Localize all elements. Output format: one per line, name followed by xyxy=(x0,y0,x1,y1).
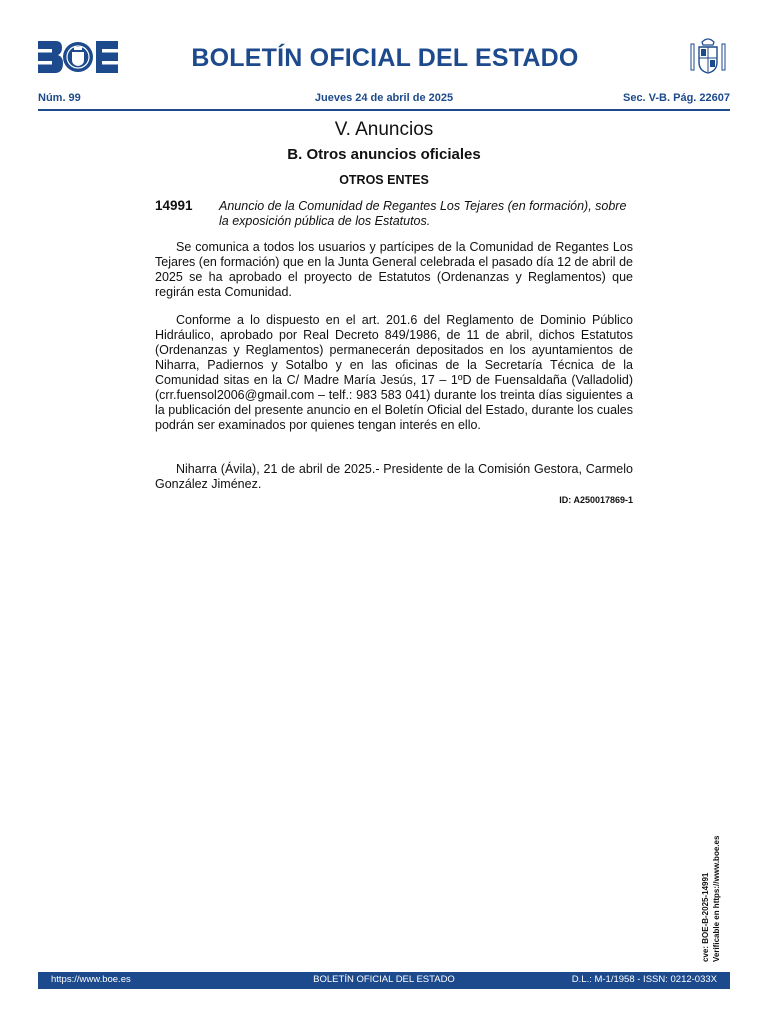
paragraph-1: Se comunica a todos los usuarios y partícipes de la Comunidad de Regantes Los Tejares (en formación) que en la Junta General celebrada el pasado día 12 de abril de 2025 se ha aprobado el proyecto de Estatutos (Ordenanzas y Reglamentos) que regirán esta Comunidad. xyxy=(155,240,633,299)
header-title: BOLETÍN OFICIAL DEL ESTADO xyxy=(191,44,579,72)
section-page: Sec. V-B. Pág. 22607 xyxy=(622,92,730,104)
cve-code: cve: BOE-B-2025-14991 xyxy=(701,872,710,962)
side-verification xyxy=(700,826,730,962)
paragraph-signature: Niharra (Ávila), 21 de abril de 2025.- Presidente de la Comisión Gestora, Carmelo González Jiménez. xyxy=(155,462,633,491)
issue-number: Núm. 99 xyxy=(38,92,81,104)
paragraph-2: Conforme a lo dispuesto en el art. 201.6 del Reglamento de Dominio Público Hidráulico, aprobado por Real Decreto 849/1986, de 11 de abril, dichos Estatutos (Ordenanzas y Reglamentos) permanecerán depositados en los ayuntamientos de Niharra, Padiernos y Sotalbo y en las oficinas de la Secretaría Técnica de la Comunidad sitas en la C/ Madre María Jesús, 17 – 1ºD de Fuensaldaña (Valladolid) (crr.fuensol2006@gmail.com – telf.: 983 583 041) durante los treinta días siguientes a la publicación del presente anuncio en el Boletín Oficial del Estado, durante los cuales podrán ser examinados por quienes tengan interés en ello. xyxy=(155,313,633,432)
entity-title: OTROS ENTES xyxy=(339,173,429,187)
announcement-number: 14991 xyxy=(155,198,193,213)
footer-bar xyxy=(38,972,730,989)
subsection-title: B. Otros anuncios oficiales xyxy=(287,146,481,163)
document-id: ID: A250017869-1 xyxy=(559,495,633,505)
issue-date: Jueves 24 de abril de 2025 xyxy=(314,92,454,104)
footer-legal: D.L.: M-1/1958 - ISSN: 0212-033X xyxy=(571,974,717,985)
section-title: V. Anuncios xyxy=(334,119,434,140)
verify-link[interactable]: Verificable en https://www.boe.es xyxy=(712,835,721,962)
announcement-summary: Anuncio de la Comunidad de Regantes Los Tejares (en formación), sobre la exposición pública de los Estatutos. xyxy=(219,199,627,228)
boe-logo xyxy=(38,41,118,73)
footer-title: BOLETÍN OFICIAL DEL ESTADO xyxy=(313,974,455,985)
footer-url-link[interactable]: https://www.boe.es xyxy=(51,974,131,985)
header-rule xyxy=(38,109,730,111)
meta-line xyxy=(38,92,730,106)
coat-of-arms-icon xyxy=(688,36,728,76)
